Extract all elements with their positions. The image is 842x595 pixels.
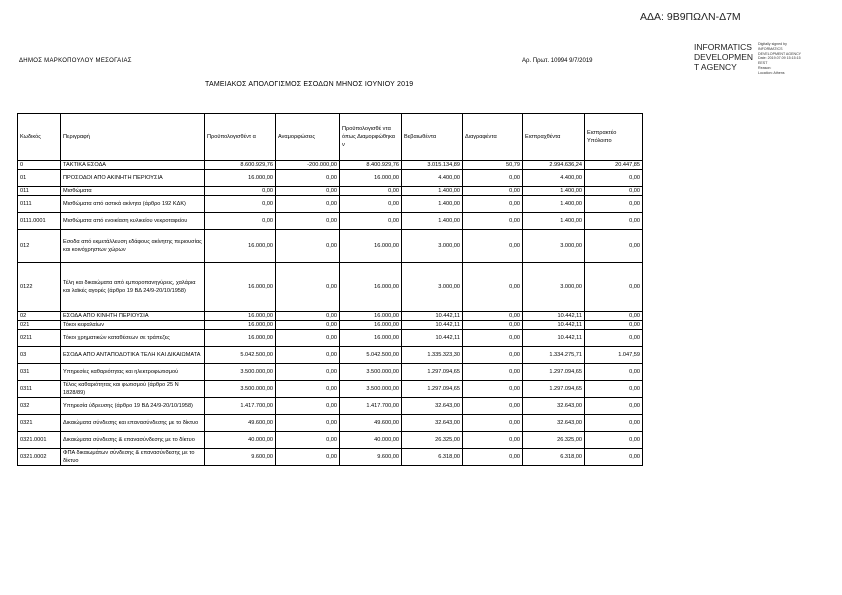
cell-code: 011 xyxy=(18,187,61,196)
cell-collected: 1.334.275,71 xyxy=(523,347,585,364)
cell-deleted: 0,00 xyxy=(463,321,523,330)
cell-budget: 16.000,00 xyxy=(205,230,276,263)
cell-certified: 1.400,00 xyxy=(402,196,463,213)
signature-detail-line: Digitally signed by xyxy=(758,42,787,46)
table-body xyxy=(18,161,643,466)
cell-description: Μισθώματα από αστικά ακίνητα (άρθρο 192 ΚΔΚ) xyxy=(61,196,205,213)
cell-collected: 1.400,00 xyxy=(523,196,585,213)
cell-receivable: 0,00 xyxy=(585,170,643,187)
cell-shaped-budget: 1.417.700,00 xyxy=(340,398,402,415)
cell-code: 021 xyxy=(18,321,61,330)
cell-certified: 1.297.094,65 xyxy=(402,364,463,381)
cell-collected: 32.643,00 xyxy=(523,398,585,415)
cell-collected: 10.442,11 xyxy=(523,312,585,321)
cell-receivable: 0,00 xyxy=(585,432,643,449)
cell-description: Υπηρεσία ύδρευσης (άρθρο 19 ΒΔ 24/9-20/10/1958) xyxy=(61,398,205,415)
signature-detail-line: Reason: xyxy=(758,65,772,70)
column-header: Διαγραφέντα xyxy=(463,114,523,161)
cell-code: 012 xyxy=(18,230,61,263)
cell-collected: 1.297.094,65 xyxy=(523,381,585,398)
table-row xyxy=(18,161,643,170)
cell-deleted: 0,00 xyxy=(463,364,523,381)
table-row xyxy=(18,449,643,466)
cell-receivable: 0,00 xyxy=(585,415,643,432)
cell-deleted: 0,00 xyxy=(463,381,523,398)
cell-certified: 3.000,00 xyxy=(402,263,463,312)
column-header: Κωδικός xyxy=(18,114,61,161)
cell-description: ΦΠΑ δικαιωμάτων σύνδεσης & επανασύνδεσης με το δίκτυο xyxy=(61,449,205,466)
cell-budget: 16.000,00 xyxy=(205,170,276,187)
signature-detail-line: INFORMATICS xyxy=(758,46,783,51)
cell-receivable: 0,00 xyxy=(585,449,643,466)
cell-collected: 1.400,00 xyxy=(523,213,585,230)
cell-budget: 40.000,00 xyxy=(205,432,276,449)
cell-budget: 3.500.000,00 xyxy=(205,364,276,381)
cell-deleted: 0,00 xyxy=(463,196,523,213)
cell-description: ΤΑΚΤΙΚΑ ΕΣΟΔΑ xyxy=(61,161,205,170)
cell-receivable: 0,00 xyxy=(585,364,643,381)
signature-detail-line: DEVELOPMENT AGENCY xyxy=(758,51,802,56)
ada-code: ΑΔΑ: 9Β9ΠΩΛΝ-Δ7Μ xyxy=(640,11,741,23)
cell-receivable: 1.047,59 xyxy=(585,347,643,364)
cell-receivable: 0,00 xyxy=(585,187,643,196)
cell-budget: 0,00 xyxy=(205,187,276,196)
cell-code: 0111 xyxy=(18,196,61,213)
cell-description: ΠΡΟΣΟΔΟΙ ΑΠΟ ΑΚΙΝΗΤΗ ΠΕΡΙΟΥΣΙΑ xyxy=(61,170,205,187)
cell-collected: 10.442,11 xyxy=(523,321,585,330)
cell-shaped-budget: 3.500.000,00 xyxy=(340,381,402,398)
cell-shaped-budget: 16.000,00 xyxy=(340,170,402,187)
cell-certified: 32.643,00 xyxy=(402,398,463,415)
cell-description: Μισθώματα από ενοικίαση κυλικείου νεκροταφείου xyxy=(61,213,205,230)
cell-budget: 8.600.929,76 xyxy=(205,161,276,170)
agency-line: INFORMATICS xyxy=(694,42,752,52)
cell-code: 03 xyxy=(18,347,61,364)
table-row xyxy=(18,170,643,187)
cell-description: Μισθώματα xyxy=(61,187,205,196)
cell-amendments: 0,00 xyxy=(276,263,340,312)
cell-certified: 10.442,11 xyxy=(402,330,463,347)
cell-amendments: 0,00 xyxy=(276,213,340,230)
cell-certified: 3.015.134,89 xyxy=(402,161,463,170)
cell-receivable: 0,00 xyxy=(585,381,643,398)
cell-deleted: 0,00 xyxy=(463,449,523,466)
cell-collected: 1.297.094,65 xyxy=(523,364,585,381)
cell-budget: 3.500.000,00 xyxy=(205,381,276,398)
cell-amendments: 0,00 xyxy=(276,432,340,449)
signature-detail-line: Date: 2019.07.09 15:15:15 xyxy=(758,56,801,61)
cell-description: Δικαιώματα σύνδεσης & επανασύνδεσης με το δίκτυο xyxy=(61,432,205,449)
cell-shaped-budget: 16.000,00 xyxy=(340,312,402,321)
table-row xyxy=(18,196,643,213)
cell-certified: 26.325,00 xyxy=(402,432,463,449)
column-header: Αναμορφώσεις xyxy=(276,114,340,161)
table-row xyxy=(18,330,643,347)
column-header: Προϋπολογισθέ ντα όπως Διαμορφώθηκα ν xyxy=(340,114,402,161)
cell-certified: 32.643,00 xyxy=(402,415,463,432)
cell-code: 02 xyxy=(18,312,61,321)
table-row xyxy=(18,398,643,415)
cell-receivable: 0,00 xyxy=(585,398,643,415)
cell-shaped-budget: 3.500.000,00 xyxy=(340,364,402,381)
cell-budget: 0,00 xyxy=(205,196,276,213)
cell-description: Τέλη και δικαιώματα από εμποροπανηγύρεις, χαλάρια και λαϊκές αγορές (άρθρο 19 ΒΔ 24/9-20/10/1958) xyxy=(61,263,205,312)
cell-amendments: 0,00 xyxy=(276,381,340,398)
cell-code: 0321.0001 xyxy=(18,432,61,449)
cell-amendments: 0,00 xyxy=(276,312,340,321)
table-row xyxy=(18,230,643,263)
revenue-table xyxy=(17,113,643,466)
cell-budget: 16.000,00 xyxy=(205,330,276,347)
cell-receivable: 0,00 xyxy=(585,321,643,330)
cell-deleted: 0,00 xyxy=(463,347,523,364)
cell-certified: 10.442,11 xyxy=(402,312,463,321)
cell-deleted: 0,00 xyxy=(463,213,523,230)
cell-shaped-budget: 0,00 xyxy=(340,187,402,196)
cell-description: Υπηρεσίες καθαριότητας και ηλεκτροφωτισμού xyxy=(61,364,205,381)
cell-certified: 3.000,00 xyxy=(402,230,463,263)
cell-shaped-budget: 16.000,00 xyxy=(340,263,402,312)
cell-amendments: 0,00 xyxy=(276,321,340,330)
cell-code: 0311 xyxy=(18,381,61,398)
document-title: ΤΑΜΕΙΑΚΟΣ ΑΠΟΛΟΓΙΣΜΟΣ ΕΣΟΔΩΝ ΜΗΝΟΣ ΙΟΥΝΙΟΥ 2019 xyxy=(205,81,414,88)
cell-shaped-budget: 8.400.929,76 xyxy=(340,161,402,170)
cell-budget: 9.600,00 xyxy=(205,449,276,466)
cell-receivable: 0,00 xyxy=(585,263,643,312)
cell-receivable: 0,00 xyxy=(585,213,643,230)
cell-code: 0122 xyxy=(18,263,61,312)
cell-certified: 1.297.094,65 xyxy=(402,381,463,398)
cell-shaped-budget: 0,00 xyxy=(340,213,402,230)
protocol-number: Αρ. Πρωτ. 10994 9/7/2019 xyxy=(522,58,593,64)
cell-description: Εσοδα από εκμετάλλευση εδάφους ακίνητης περιουσίας και κοινόχρηστων χώρων xyxy=(61,230,205,263)
cell-amendments: 0,00 xyxy=(276,230,340,263)
cell-description: ΕΣΟΔΑ ΑΠΟ ΑΝΤΑΠΟΔΟΤΙΚΑ ΤΕΛΗ ΚΑΙ ΔΙΚΑΙΩΜΑΤΑ xyxy=(61,347,205,364)
cell-collected: 6.318,00 xyxy=(523,449,585,466)
cell-amendments: 0,00 xyxy=(276,330,340,347)
cell-amendments: 0,00 xyxy=(276,415,340,432)
cell-budget: 1.417.700,00 xyxy=(205,398,276,415)
table-row xyxy=(18,432,643,449)
cell-collected: 1.400,00 xyxy=(523,187,585,196)
cell-description: Τόκοι χρηματικών καταθέσεων σε τράπεζες xyxy=(61,330,205,347)
table-row xyxy=(18,347,643,364)
cell-certified: 10.442,11 xyxy=(402,321,463,330)
cell-budget: 0,00 xyxy=(205,213,276,230)
cell-shaped-budget: 16.000,00 xyxy=(340,321,402,330)
cell-receivable: 20.447,85 xyxy=(585,161,643,170)
cell-shaped-budget: 5.042.500,00 xyxy=(340,347,402,364)
cell-receivable: 0,00 xyxy=(585,230,643,263)
cell-shaped-budget: 0,00 xyxy=(340,196,402,213)
cell-deleted: 0,00 xyxy=(463,312,523,321)
cell-amendments: 0,00 xyxy=(276,347,340,364)
cell-amendments: 0,00 xyxy=(276,196,340,213)
cell-certified: 1.335.323,30 xyxy=(402,347,463,364)
table-row xyxy=(18,364,643,381)
table-row xyxy=(18,213,643,230)
cell-amendments: 0,00 xyxy=(276,170,340,187)
cell-shaped-budget: 40.000,00 xyxy=(340,432,402,449)
column-header: Βεβαιωθέντα xyxy=(402,114,463,161)
table-row xyxy=(18,381,643,398)
table-row xyxy=(18,321,643,330)
cell-collected: 3.000,00 xyxy=(523,230,585,263)
cell-code: 01 xyxy=(18,170,61,187)
cell-certified: 4.400,00 xyxy=(402,170,463,187)
agency-line: DEVELOPMEN xyxy=(694,52,754,62)
cell-budget: 16.000,00 xyxy=(205,321,276,330)
signature-detail-line: Location: Athens xyxy=(758,70,785,75)
municipality-name: ΔΗΜΟΣ ΜΑΡΚΟΠΟΥΛΟΥ ΜΕΣΟΓΑΙΑΣ xyxy=(19,58,132,64)
cell-amendments: 0,00 xyxy=(276,449,340,466)
signature-details xyxy=(758,42,801,76)
table-row xyxy=(18,415,643,432)
signature-agency xyxy=(694,42,753,72)
column-header: Εισπραχθέντα xyxy=(523,114,585,161)
table-row xyxy=(18,312,643,321)
cell-collected: 2.994.636,24 xyxy=(523,161,585,170)
cell-amendments: 0,00 xyxy=(276,187,340,196)
cell-budget: 49.600,00 xyxy=(205,415,276,432)
cell-code: 032 xyxy=(18,398,61,415)
cell-deleted: 0,00 xyxy=(463,230,523,263)
signature-detail-line: EEST xyxy=(758,61,768,66)
cell-deleted: 0,00 xyxy=(463,398,523,415)
cell-budget: 16.000,00 xyxy=(205,263,276,312)
cell-deleted: 0,00 xyxy=(463,330,523,347)
cell-receivable: 0,00 xyxy=(585,312,643,321)
cell-deleted: 0,00 xyxy=(463,415,523,432)
table-row xyxy=(18,263,643,312)
cell-budget: 5.042.500,00 xyxy=(205,347,276,364)
cell-amendments: 0,00 xyxy=(276,398,340,415)
cell-deleted: 0,00 xyxy=(463,170,523,187)
cell-collected: 32.643,00 xyxy=(523,415,585,432)
table-row xyxy=(18,187,643,196)
cell-receivable: 0,00 xyxy=(585,196,643,213)
cell-shaped-budget: 9.600,00 xyxy=(340,449,402,466)
column-header: Περιγραφή xyxy=(61,114,205,161)
cell-code: 0111.0001 xyxy=(18,213,61,230)
cell-description: Τόκοι κεφαλαίων xyxy=(61,321,205,330)
cell-collected: 10.442,11 xyxy=(523,330,585,347)
cell-shaped-budget: 16.000,00 xyxy=(340,330,402,347)
column-header: Προϋπολογισθέντ α xyxy=(205,114,276,161)
table-header-row xyxy=(18,114,643,161)
cell-deleted: 50,79 xyxy=(463,161,523,170)
cell-code: 0 xyxy=(18,161,61,170)
cell-certified: 1.400,00 xyxy=(402,187,463,196)
cell-collected: 26.325,00 xyxy=(523,432,585,449)
column-header: Εισπρακτέο Υπόλοιπο xyxy=(585,114,643,161)
cell-budget: 16.000,00 xyxy=(205,312,276,321)
cell-certified: 1.400,00 xyxy=(402,213,463,230)
cell-amendments: -200.000,00 xyxy=(276,161,340,170)
cell-receivable: 0,00 xyxy=(585,330,643,347)
cell-description: Δικαιώματα σύνδεσης και επανασύνδεσης με το δίκτυο xyxy=(61,415,205,432)
cell-code: 0321 xyxy=(18,415,61,432)
cell-description: ΕΣΟΔΑ ΑΠΟ ΚΙΝΗΤΗ ΠΕΡΙΟΥΣΙΑ xyxy=(61,312,205,321)
cell-deleted: 0,00 xyxy=(463,432,523,449)
cell-collected: 4.400,00 xyxy=(523,170,585,187)
cell-amendments: 0,00 xyxy=(276,364,340,381)
cell-deleted: 0,00 xyxy=(463,187,523,196)
cell-certified: 6.318,00 xyxy=(402,449,463,466)
cell-code: 0211 xyxy=(18,330,61,347)
agency-line: T AGENCY xyxy=(694,62,737,72)
cell-code: 0321.0002 xyxy=(18,449,61,466)
cell-deleted: 0,00 xyxy=(463,263,523,312)
cell-collected: 3.000,00 xyxy=(523,263,585,312)
cell-shaped-budget: 16.000,00 xyxy=(340,230,402,263)
cell-code: 031 xyxy=(18,364,61,381)
cell-description: Τέλος καθαριότητας και φωτισμού (άρθρο 25 Ν 1828/89) xyxy=(61,381,205,398)
cell-shaped-budget: 49.600,00 xyxy=(340,415,402,432)
